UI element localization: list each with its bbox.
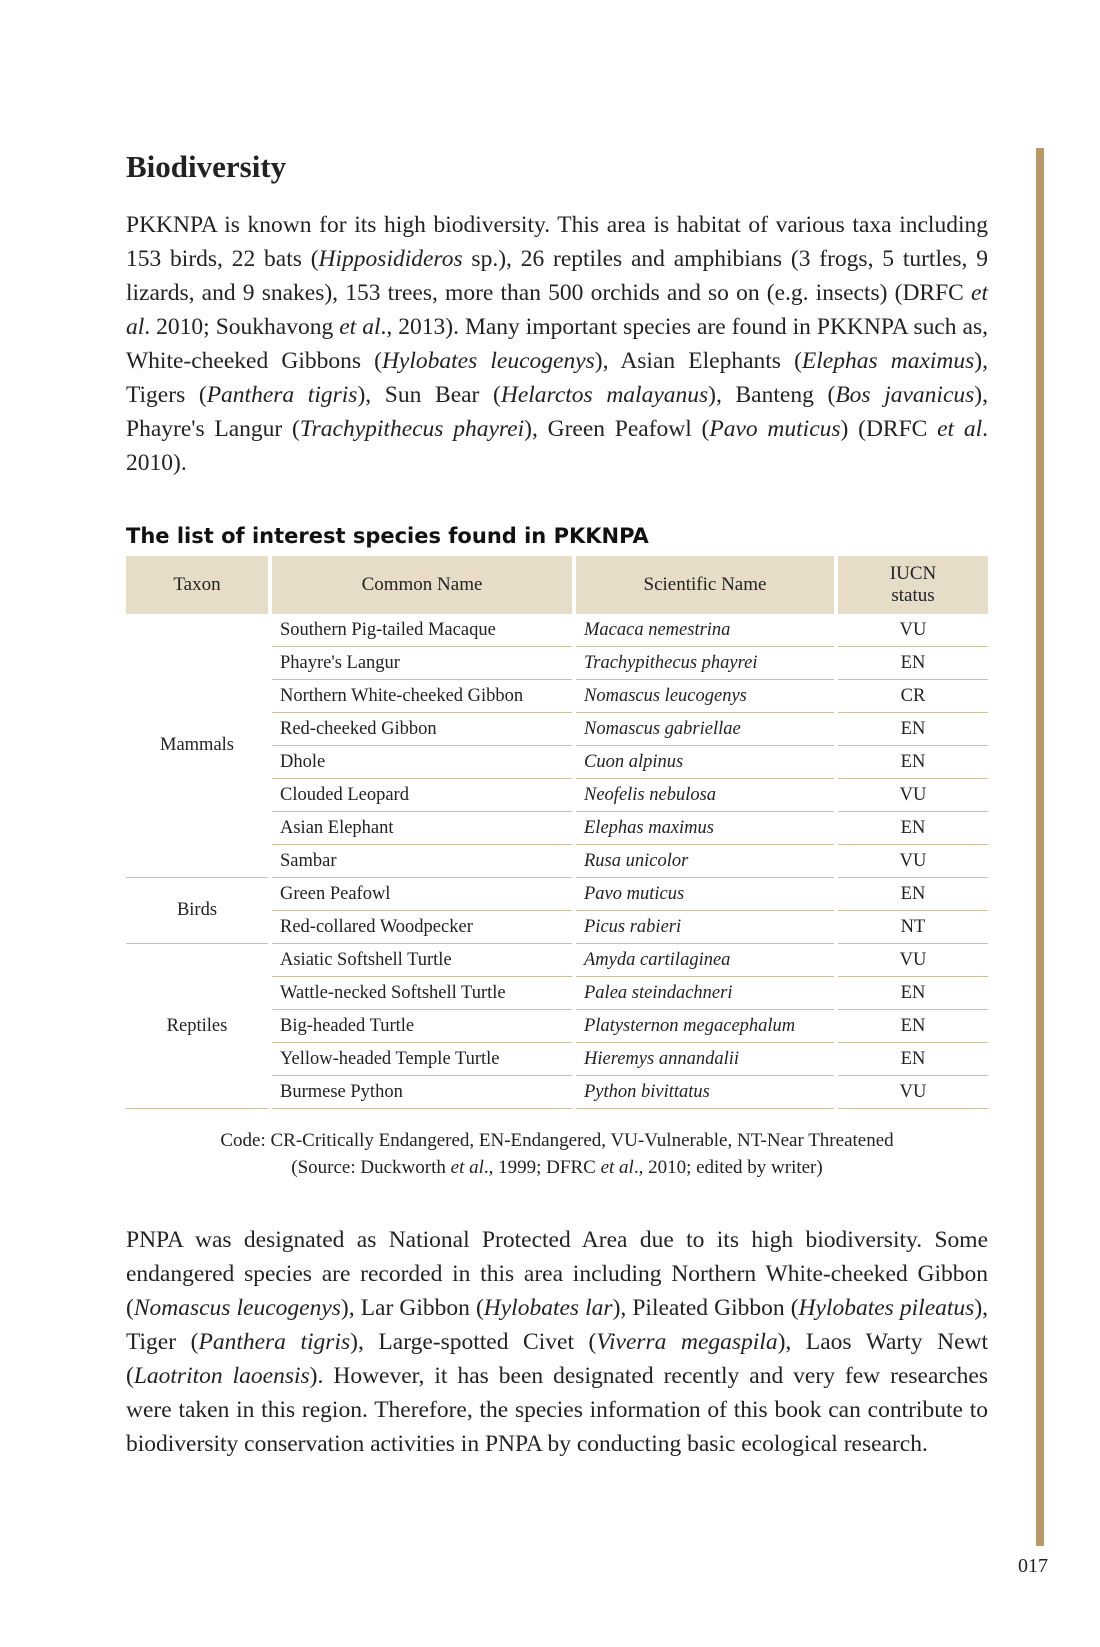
iucn-status-cell: VU	[838, 779, 988, 812]
common-name-cell: Clouded Leopard	[272, 779, 572, 812]
italic-text: et al	[450, 1157, 484, 1178]
iucn-status-cell: CR	[838, 680, 988, 713]
common-name-cell: Burmese Python	[272, 1076, 572, 1109]
text-run: ), Green Peafowl (	[524, 416, 710, 442]
italic-text: Hipposidideros	[318, 246, 463, 272]
scientific-name-cell: Macaca nemestrina	[576, 614, 834, 647]
text-run: ), Phayre's Langur (	[126, 382, 988, 442]
pnpa-paragraph	[126, 1223, 988, 1461]
species-table	[122, 556, 992, 1109]
iucn-status-cell: VU	[838, 614, 988, 647]
text-run: ., 1999; DFRC	[483, 1157, 601, 1178]
iucn-status-cell: EN	[838, 713, 988, 746]
header-iucn-line2: status	[891, 585, 935, 606]
species-table-body	[126, 614, 988, 1109]
common-name-cell: Yellow-headed Temple Turtle	[272, 1043, 572, 1076]
header-iucn-status	[838, 556, 988, 614]
common-name-cell: Red-cheeked Gibbon	[272, 713, 572, 746]
text-run: ) (DRFC	[840, 416, 938, 442]
iucn-status-cell: EN	[838, 878, 988, 911]
italic-text: Panthera tigris	[206, 382, 358, 408]
italic-text: Trachypithecus phayrei	[299, 416, 525, 442]
table-row	[126, 878, 988, 911]
italic-text: Pavo muticus	[709, 416, 841, 442]
caption-code-line: Code: CR-Critically Endangered, EN-Endangered, VU-Vulnerable, NT-Near Threatened	[220, 1130, 894, 1151]
iucn-status-cell: EN	[838, 812, 988, 845]
italic-text: Nomascus leucogenys	[133, 1295, 341, 1321]
accent-sidebar-bar	[1036, 148, 1044, 1546]
text-run: ). However, it has been designated recently and very few researches were taken in this region. Therefore, the species information of this book can contribute to biodiversity conservation activities in PNPA by conducting basic ecological research.	[126, 1363, 988, 1457]
table-row	[126, 614, 988, 647]
text-run: ), Lar Gibbon (	[340, 1295, 484, 1321]
scientific-name-cell: Trachypithecus phayrei	[576, 647, 834, 680]
scientific-name-cell: Amyda cartilaginea	[576, 944, 834, 977]
iucn-status-cell: EN	[838, 1043, 988, 1076]
common-name-cell: Sambar	[272, 845, 572, 878]
italic-text: Hylobates pileatus	[798, 1295, 975, 1321]
text-run: sp.), 26 reptiles and amphibians (3 frogs, 5 turtles, 9 lizards, and 9 snakes), 153 trees, more than 500 orchids and so on (e.g. insects) (DRFC	[126, 246, 988, 306]
iucn-status-cell: VU	[838, 845, 988, 878]
scientific-name-cell: Elephas maximus	[576, 812, 834, 845]
iucn-status-cell: EN	[838, 746, 988, 779]
text-run: . 2010; Soukhavong	[144, 314, 340, 340]
text-run: . 2010).	[126, 416, 988, 476]
italic-text: et al	[126, 280, 988, 340]
table-title: The list of interest species found in PKKNPA	[126, 524, 649, 548]
italic-text: Panthera tigris	[198, 1329, 351, 1355]
taxon-cell: Birds	[126, 878, 268, 944]
italic-text: Viverra megaspila	[596, 1329, 778, 1355]
scientific-name-cell: Picus rabieri	[576, 911, 834, 944]
text-run: ), Laos Warty Newt (	[126, 1329, 988, 1389]
caption-source-line	[126, 1154, 988, 1181]
page-number: 017	[1018, 1555, 1048, 1577]
common-name-cell: Northern White-cheeked Gibbon	[272, 680, 572, 713]
scientific-name-cell: Hieremys annandalii	[576, 1043, 834, 1076]
scientific-name-cell: Cuon alpinus	[576, 746, 834, 779]
italic-text: Hylobates lar	[483, 1295, 613, 1321]
text-run: ), Banteng (	[708, 382, 836, 408]
text-run: ), Tiger (	[126, 1295, 989, 1355]
section-title: Biodiversity	[126, 149, 287, 184]
scientific-name-cell: Nomascus gabriellae	[576, 713, 834, 746]
italic-text: et al	[339, 314, 381, 340]
iucn-status-cell: EN	[838, 647, 988, 680]
text-run: ), Pileated Gibbon (	[612, 1295, 799, 1321]
header-iucn-line1: IUCN	[889, 563, 937, 584]
scientific-name-cell: Rusa unicolor	[576, 845, 834, 878]
table-caption	[126, 1127, 988, 1181]
main-content	[126, 148, 988, 1461]
common-name-cell: Asiatic Softshell Turtle	[272, 944, 572, 977]
text-run: PNPA was designated as National Protected Area due to its high biodiversity. Some endangered species are recorded in this area including Northern White-cheeked Gibbon (	[126, 1227, 988, 1321]
header-taxon: Taxon	[126, 556, 268, 614]
text-run: PKKNPA is known for its high biodiversity. This area is habitat of various taxa including 153 birds, 22 bats (	[126, 212, 988, 272]
text-run: ), Large-spotted Civet (	[350, 1329, 597, 1355]
intro-paragraph	[126, 208, 988, 480]
table-row	[126, 944, 988, 977]
italic-text: Laotriton laoensis	[133, 1363, 310, 1389]
common-name-cell: Dhole	[272, 746, 572, 779]
scientific-name-cell: Nomascus leucogenys	[576, 680, 834, 713]
italic-text: Helarctos malayanus	[500, 382, 709, 408]
iucn-status-cell: NT	[838, 911, 988, 944]
common-name-cell: Red-collared Woodpecker	[272, 911, 572, 944]
header-common-name: Common Name	[272, 556, 572, 614]
common-name-cell: Phayre's Langur	[272, 647, 572, 680]
iucn-status-cell: EN	[838, 977, 988, 1010]
common-name-cell: Big-headed Turtle	[272, 1010, 572, 1043]
scientific-name-cell: Python bivittatus	[576, 1076, 834, 1109]
scientific-name-cell: Palea steindachneri	[576, 977, 834, 1010]
scientific-name-cell: Platysternon megacephalum	[576, 1010, 834, 1043]
text-run: ), Tigers (	[126, 348, 988, 408]
italic-text: et al	[600, 1157, 634, 1178]
text-run: ., 2013). Many important species are found in PKKNPA such as, White-cheeked Gibbons (	[126, 314, 988, 374]
text-run: ), Sun Bear (	[357, 382, 501, 408]
text-run: ), Asian Elephants (	[594, 348, 802, 374]
taxon-cell: Mammals	[126, 614, 268, 878]
common-name-cell: Southern Pig-tailed Macaque	[272, 614, 572, 647]
common-name-cell: Wattle-necked Softshell Turtle	[272, 977, 572, 1010]
scientific-name-cell: Neofelis nebulosa	[576, 779, 834, 812]
table-header-row	[126, 556, 988, 614]
common-name-cell: Green Peafowl	[272, 878, 572, 911]
iucn-status-cell: EN	[838, 1010, 988, 1043]
text-run: (Source: Duckworth	[291, 1157, 451, 1178]
taxon-cell: Reptiles	[126, 944, 268, 1109]
italic-text: Bos javanicus	[835, 382, 975, 408]
scientific-name-cell: Pavo muticus	[576, 878, 834, 911]
italic-text: Elephas maximus	[801, 348, 975, 374]
iucn-status-cell: VU	[838, 944, 988, 977]
header-scientific-name: Scientific Name	[576, 556, 834, 614]
iucn-status-cell: VU	[838, 1076, 988, 1109]
text-run: ., 2010; edited by writer)	[633, 1157, 823, 1178]
italic-text: Hylobates leucogenys	[381, 348, 595, 374]
common-name-cell: Asian Elephant	[272, 812, 572, 845]
italic-text: et al	[937, 416, 983, 442]
